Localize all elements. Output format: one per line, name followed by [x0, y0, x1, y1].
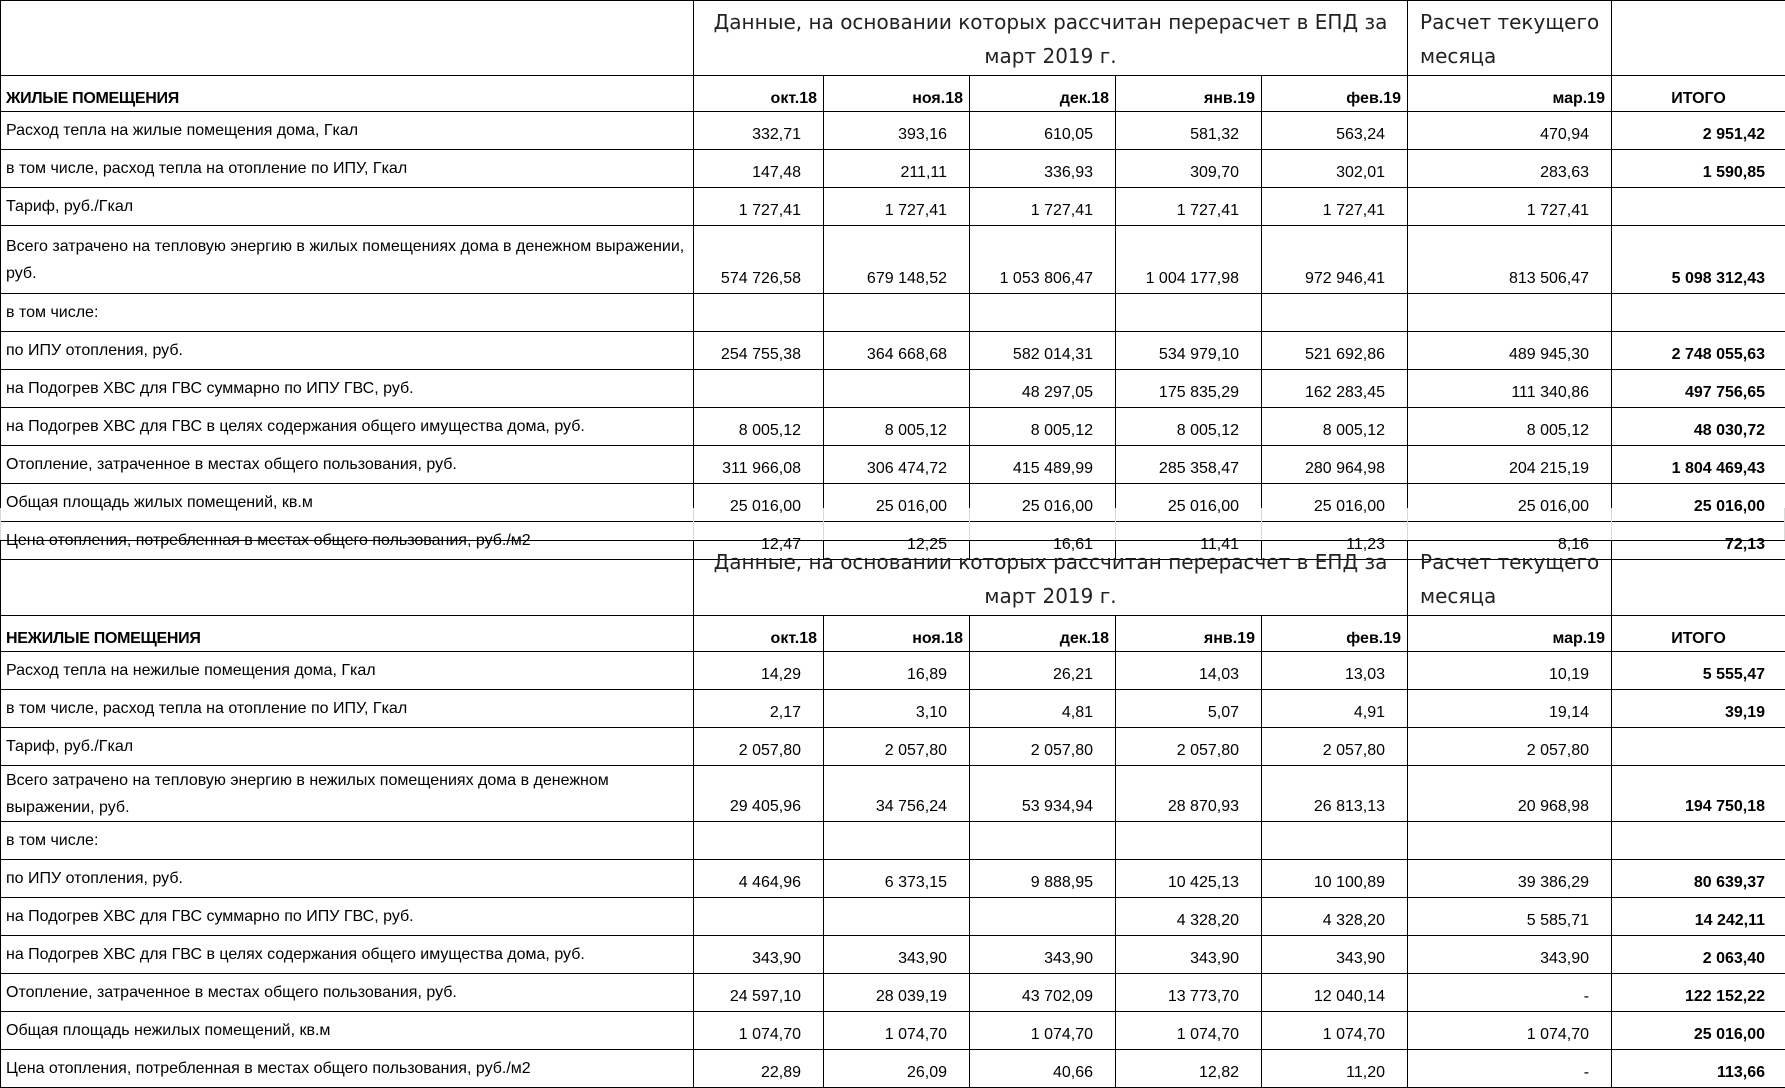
cell-value: 1 727,41 — [1262, 188, 1408, 226]
cell-value: 16,89 — [824, 652, 970, 690]
cell-value: 11,23 — [1262, 522, 1408, 560]
row-label: Отопление, затраченное в местах общего пользования, руб. — [1, 974, 694, 1012]
cell-value: 1 074,70 — [1262, 1012, 1408, 1050]
month-header: дек.18 — [970, 76, 1116, 112]
cell-value: 343,90 — [694, 936, 824, 974]
cell-value: 25 016,00 — [1262, 484, 1408, 522]
cell-value: 34 756,24 — [824, 766, 970, 822]
month-header: дек.18 — [970, 616, 1116, 652]
month-header-row — [1, 616, 1785, 652]
cell-value — [1262, 294, 1408, 332]
cell-value: 14,29 — [694, 652, 824, 690]
row-label: по ИПУ отопления, руб. — [1, 332, 694, 370]
cell-value: 204 215,19 — [1408, 446, 1612, 484]
month-header: ноя.18 — [824, 616, 970, 652]
cell-value: 1 074,70 — [694, 1012, 824, 1050]
cell-value: 25 016,00 — [694, 484, 824, 522]
cell-value: 8 005,12 — [1408, 408, 1612, 446]
cell-value: 1 727,41 — [1408, 188, 1612, 226]
row-label: Отопление, затраченное в местах общего пользования, руб. — [1, 446, 694, 484]
cell-value: 470,94 — [1408, 112, 1612, 150]
cell-value: 336,93 — [970, 150, 1116, 188]
cell-value: 5 585,71 — [1408, 898, 1612, 936]
cell-value: 12 040,14 — [1262, 974, 1408, 1012]
cell-total: 194 750,18 — [1612, 766, 1785, 822]
row-label: Тариф, руб./Гкал — [1, 728, 694, 766]
cell-value: 13 773,70 — [1116, 974, 1262, 1012]
cell-value: 309,70 — [1116, 150, 1262, 188]
spacer-row — [0, 508, 1785, 540]
cell-value: 364 668,68 — [824, 332, 970, 370]
cell-value: 574 726,58 — [694, 226, 824, 294]
cell-value: 1 727,41 — [970, 188, 1116, 226]
table-row — [1, 936, 1785, 974]
caption-current-month: Расчет текущего месяца — [1408, 541, 1612, 616]
cell-value — [824, 898, 970, 936]
cell-value: 111 340,86 — [1408, 370, 1612, 408]
cell-value: 3,10 — [824, 690, 970, 728]
table-row — [1, 408, 1785, 446]
cell-value: 581,32 — [1116, 112, 1262, 150]
table-row — [1, 728, 1785, 766]
cell-value: 28 870,93 — [1116, 766, 1262, 822]
nonresidential-body — [1, 541, 1785, 1088]
table-row — [1, 446, 1785, 484]
row-label: Цена отопления, потребленная в местах общего пользования, руб./м2 — [1, 1050, 694, 1088]
cell-total: 113,66 — [1612, 1050, 1785, 1088]
cell-value — [970, 294, 1116, 332]
cell-value: 43 702,09 — [970, 974, 1116, 1012]
cell-value: - — [1408, 974, 1612, 1012]
table-row — [1, 1012, 1785, 1050]
cell-value — [970, 822, 1116, 860]
caption-row — [1, 541, 1785, 616]
cell-value: 4 464,96 — [694, 860, 824, 898]
row-label: на Подогрев ХВС для ГВС в целях содержания общего имущества дома, руб. — [1, 408, 694, 446]
cell-value: 39 386,29 — [1408, 860, 1612, 898]
table-row — [1, 690, 1785, 728]
cell-value: 22,89 — [694, 1050, 824, 1088]
table-row — [1, 652, 1785, 690]
cell-value: 8,16 — [1408, 522, 1612, 560]
row-label: в том числе, расход тепла на отопление по ИПУ, Гкал — [1, 690, 694, 728]
cell-value — [824, 822, 970, 860]
month-header: ноя.18 — [824, 76, 970, 112]
table-row — [1, 860, 1785, 898]
cell-value: 25 016,00 — [824, 484, 970, 522]
row-label: Расход тепла на жилые помещения дома, Гкал — [1, 112, 694, 150]
table-row — [1, 332, 1785, 370]
cell-value: 25 016,00 — [1408, 484, 1612, 522]
cell-value — [1262, 822, 1408, 860]
cell-value: 1 727,41 — [824, 188, 970, 226]
cell-value: 1 004 177,98 — [1116, 226, 1262, 294]
cell-value: 343,90 — [1262, 936, 1408, 974]
cell-value: 14,03 — [1116, 652, 1262, 690]
cell-total: 122 152,22 — [1612, 974, 1785, 1012]
row-label: на Подогрев ХВС для ГВС суммарно по ИПУ ГВС, руб. — [1, 898, 694, 936]
cell-value: 26,21 — [970, 652, 1116, 690]
cell-value: 12,25 — [824, 522, 970, 560]
cell-value — [1116, 822, 1262, 860]
table-row — [1, 766, 1785, 822]
cell-total: 1 590,85 — [1612, 150, 1785, 188]
month-header: мар.19 — [1408, 616, 1612, 652]
cell-total: 5 555,47 — [1612, 652, 1785, 690]
cell-value: 10 100,89 — [1262, 860, 1408, 898]
cell-value — [1408, 294, 1612, 332]
cell-value: 6 373,15 — [824, 860, 970, 898]
cell-value: 679 148,52 — [824, 226, 970, 294]
row-label: Цена отопления, потребленная в местах общего пользования, руб./м2 — [1, 522, 694, 560]
cell-value: 2 057,80 — [694, 728, 824, 766]
cell-value: 311 966,08 — [694, 446, 824, 484]
cell-value: 343,90 — [1408, 936, 1612, 974]
cell-value: 280 964,98 — [1262, 446, 1408, 484]
cell-total — [1612, 822, 1785, 860]
cell-total: 72,13 — [1612, 522, 1785, 560]
table-row — [1, 188, 1785, 226]
cell-value: 306 474,72 — [824, 446, 970, 484]
cell-value: 283,63 — [1408, 150, 1612, 188]
cell-total: 48 030,72 — [1612, 408, 1785, 446]
caption-blank — [1, 1, 694, 76]
cell-value: 489 945,30 — [1408, 332, 1612, 370]
caption-current-month: Расчет текущего месяца — [1408, 1, 1612, 76]
cell-value: 563,24 — [1262, 112, 1408, 150]
cell-value: 12,82 — [1116, 1050, 1262, 1088]
cell-value: 24 597,10 — [694, 974, 824, 1012]
month-header-row — [1, 76, 1785, 112]
cell-value: 8 005,12 — [970, 408, 1116, 446]
cell-value: 11,41 — [1116, 522, 1262, 560]
cell-value: 8 005,12 — [824, 408, 970, 446]
cell-value: 415 489,99 — [970, 446, 1116, 484]
cell-value: 25 016,00 — [970, 484, 1116, 522]
cell-total: 14 242,11 — [1612, 898, 1785, 936]
row-label: на Подогрев ХВС для ГВС суммарно по ИПУ ГВС, руб. — [1, 370, 694, 408]
cell-total: 25 016,00 — [1612, 1012, 1785, 1050]
cell-value — [824, 294, 970, 332]
cell-value: 1 727,41 — [1116, 188, 1262, 226]
cell-value: 28 039,19 — [824, 974, 970, 1012]
cell-value: 1 074,70 — [1116, 1012, 1262, 1050]
row-label: в том числе, расход тепла на отопление по ИПУ, Гкал — [1, 150, 694, 188]
cell-value — [1116, 294, 1262, 332]
cell-value: 534 979,10 — [1116, 332, 1262, 370]
cell-total: 80 639,37 — [1612, 860, 1785, 898]
cell-value: 393,16 — [824, 112, 970, 150]
month-header: янв.19 — [1116, 616, 1262, 652]
caption-data-period: Данные, на основании которых рассчитан перерасчет в ЕПД за март 2019 г. — [694, 1, 1408, 76]
cell-value — [824, 370, 970, 408]
cell-value: 10 425,13 — [1116, 860, 1262, 898]
cell-value: 582 014,31 — [970, 332, 1116, 370]
row-label: Тариф, руб./Гкал — [1, 188, 694, 226]
row-label: в том числе: — [1, 294, 694, 332]
residential-body — [1, 1, 1785, 560]
caption-blank-total — [1612, 1, 1785, 76]
cell-value: - — [1408, 1050, 1612, 1088]
month-header: янв.19 — [1116, 76, 1262, 112]
table-row — [1, 294, 1785, 332]
cell-value: 12,47 — [694, 522, 824, 560]
cell-value: 2 057,80 — [1262, 728, 1408, 766]
row-label: Общая площадь нежилых помещений, кв.м — [1, 1012, 694, 1050]
cell-value — [694, 294, 824, 332]
cell-value: 2 057,80 — [1408, 728, 1612, 766]
cell-total — [1612, 728, 1785, 766]
cell-value: 162 283,45 — [1262, 370, 1408, 408]
table-row — [1, 822, 1785, 860]
cell-value: 1 074,70 — [824, 1012, 970, 1050]
table-row — [1, 898, 1785, 936]
table-row — [1, 370, 1785, 408]
cell-value: 2,17 — [694, 690, 824, 728]
cell-value: 175 835,29 — [1116, 370, 1262, 408]
cell-value: 285 358,47 — [1116, 446, 1262, 484]
cell-value: 8 005,12 — [694, 408, 824, 446]
cell-value: 1 074,70 — [1408, 1012, 1612, 1050]
cell-value: 13,03 — [1262, 652, 1408, 690]
table-row — [1, 974, 1785, 1012]
cell-value: 332,71 — [694, 112, 824, 150]
section-title: НЕЖИЛЫЕ ПОМЕЩЕНИЯ — [1, 616, 694, 652]
cell-value: 2 057,80 — [824, 728, 970, 766]
cell-value: 1 727,41 — [694, 188, 824, 226]
cell-value — [970, 898, 1116, 936]
cell-value: 4 328,20 — [1116, 898, 1262, 936]
table-row — [1, 1050, 1785, 1088]
cell-value: 4,81 — [970, 690, 1116, 728]
table-row — [1, 226, 1785, 294]
cell-value: 1 074,70 — [970, 1012, 1116, 1050]
cell-value: 4,91 — [1262, 690, 1408, 728]
cell-value: 11,20 — [1262, 1050, 1408, 1088]
cell-value: 29 405,96 — [694, 766, 824, 822]
cell-value: 343,90 — [970, 936, 1116, 974]
total-header: ИТОГО — [1612, 76, 1785, 112]
caption-row — [1, 1, 1785, 76]
cell-value: 48 297,05 — [970, 370, 1116, 408]
row-label: в том числе: — [1, 822, 694, 860]
cell-total — [1612, 294, 1785, 332]
cell-value: 20 968,98 — [1408, 766, 1612, 822]
row-label: Всего затрачено на тепловую энергию в жилых помещениях дома в денежном выражении, руб. — [1, 226, 694, 294]
cell-value: 8 005,12 — [1116, 408, 1262, 446]
cell-value — [694, 898, 824, 936]
cell-value: 5,07 — [1116, 690, 1262, 728]
cell-value — [694, 370, 824, 408]
month-header: фев.19 — [1262, 616, 1408, 652]
row-label: Общая площадь жилых помещений, кв.м — [1, 484, 694, 522]
cell-total: 2 748 055,63 — [1612, 332, 1785, 370]
cell-value: 8 005,12 — [1262, 408, 1408, 446]
cell-value: 26,09 — [824, 1050, 970, 1088]
month-header: фев.19 — [1262, 76, 1408, 112]
cell-total: 39,19 — [1612, 690, 1785, 728]
cell-value: 521 692,86 — [1262, 332, 1408, 370]
cell-value: 9 888,95 — [970, 860, 1116, 898]
cell-value: 10,19 — [1408, 652, 1612, 690]
section-title: ЖИЛЫЕ ПОМЕЩЕНИЯ — [1, 76, 694, 112]
cell-value: 19,14 — [1408, 690, 1612, 728]
cell-value: 343,90 — [1116, 936, 1262, 974]
nonresidential-table — [0, 540, 1785, 1088]
cell-total: 497 756,65 — [1612, 370, 1785, 408]
cell-value: 813 506,47 — [1408, 226, 1612, 294]
cell-total: 1 804 469,43 — [1612, 446, 1785, 484]
cell-value: 53 934,94 — [970, 766, 1116, 822]
cell-value: 972 946,41 — [1262, 226, 1408, 294]
table-row — [1, 150, 1785, 188]
month-header: окт.18 — [694, 616, 824, 652]
month-header: окт.18 — [694, 76, 824, 112]
cell-value: 610,05 — [970, 112, 1116, 150]
row-label: по ИПУ отопления, руб. — [1, 860, 694, 898]
cell-value: 211,11 — [824, 150, 970, 188]
row-label: Всего затрачено на тепловую энергию в нежилых помещениях дома в денежном выражении, руб. — [1, 766, 694, 822]
cell-value — [694, 822, 824, 860]
cell-value: 40,66 — [970, 1050, 1116, 1088]
cell-value: 2 057,80 — [970, 728, 1116, 766]
cell-value — [1408, 822, 1612, 860]
cell-value: 343,90 — [824, 936, 970, 974]
cell-value: 26 813,13 — [1262, 766, 1408, 822]
table-row — [1, 112, 1785, 150]
total-header: ИТОГО — [1612, 616, 1785, 652]
cell-value: 2 057,80 — [1116, 728, 1262, 766]
caption-blank-total — [1612, 541, 1785, 616]
row-label: Расход тепла на нежилые помещения дома, Гкал — [1, 652, 694, 690]
cell-value: 4 328,20 — [1262, 898, 1408, 936]
cell-value: 25 016,00 — [1116, 484, 1262, 522]
cell-value: 16,61 — [970, 522, 1116, 560]
cell-total: 2 063,40 — [1612, 936, 1785, 974]
cell-total: 25 016,00 — [1612, 484, 1785, 522]
cell-value: 147,48 — [694, 150, 824, 188]
cell-value: 302,01 — [1262, 150, 1408, 188]
cell-total: 2 951,42 — [1612, 112, 1785, 150]
row-label: на Подогрев ХВС для ГВС в целях содержания общего имущества дома, руб. — [1, 936, 694, 974]
cell-total — [1612, 188, 1785, 226]
cell-total: 5 098 312,43 — [1612, 226, 1785, 294]
month-header: мар.19 — [1408, 76, 1612, 112]
caption-data-period: Данные, на основании которых рассчитан перерасчет в ЕПД за март 2019 г. — [694, 541, 1408, 616]
caption-blank — [1, 541, 694, 616]
cell-value: 254 755,38 — [694, 332, 824, 370]
cell-value: 1 053 806,47 — [970, 226, 1116, 294]
